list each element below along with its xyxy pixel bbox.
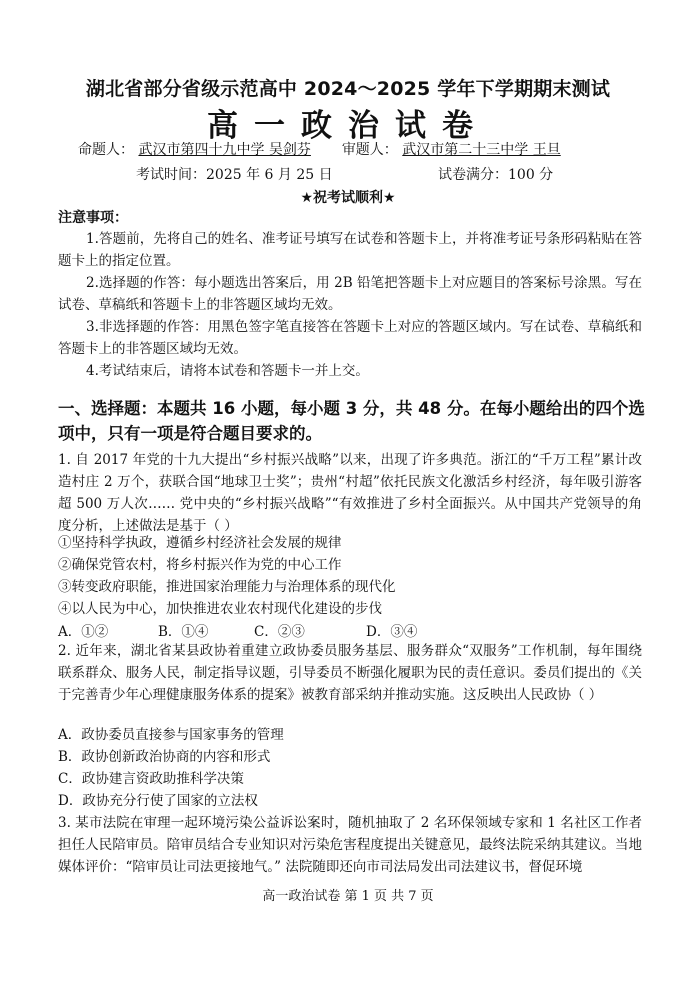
question-1-stem: 1. 自 2017 年党的十九大提出“乡村振兴战略”以来，出现了许多典范。浙江的“千万工程”累计改造村庄 2 万个，获联合国“地球卫士奖”；贵州“村超”依托民族文化激活乡村经济，每年吸引游客超 500 万人次…… 党中央的“乡村振兴战略”“有效推进了乡村全面振兴。从中国共产党领导的角度分析，上述做法是基于（ ） xyxy=(58,452,642,534)
question-1-item: ①坚持科学执政，遵循乡村经济社会发展的规律 xyxy=(58,535,342,551)
exam-subject-title: 高一政治试卷 xyxy=(207,108,489,144)
question-1-item: ④以人民为中心，加快推进农业农村现代化建设的步伐 xyxy=(58,601,382,617)
choice-c: C．②③ xyxy=(254,624,305,640)
notes-title: 注意事项： xyxy=(58,210,128,226)
exam-header-title: 湖北省部分省级示范高中 2024～2025 学年下学期期末测试 xyxy=(85,78,611,100)
question-2-option: C．政协建言资政助推科学决策 xyxy=(58,771,244,787)
question-2-stem: 2. 近年来，湖北省某县政协着重建立政协委员服务基层、服务群众“双服务”工作机制，每年围绕联系群众、服务人民，制定指导议题，引导委员不断强化履职为民的责任意识。委员们提出的《关于完善青少年心理健康服务体系的提案》被教育部采纳并推动实施。这反映出人民政协（ ） xyxy=(58,643,642,703)
note-item: 4.考试结束后，请将本试卷和答题卡一并上交。 xyxy=(86,363,369,379)
question-2-option: B．政协创新政治协商的内容和形式 xyxy=(58,749,271,765)
note-item: 1.答题前，先将自己的姓名、准考证号填写在试卷和答题卡上，并将准考证号条形码粘贴在答题卡上的指定位置。 xyxy=(58,231,642,269)
reviewer-name: 武汉市第二十三中学 王旦 xyxy=(402,142,561,158)
question-2-option: D．政协充分行使了国家的立法权 xyxy=(58,793,258,809)
page-footer: 高一政治试卷 第 1 页 共 7 页 xyxy=(262,889,434,904)
note-item: 3.非选择题的作答：用黑色签字笔直接答在答题卡上对应的答题区域内。写在试卷、草稿纸和答题卡上的非答题区域均无效。 xyxy=(58,319,642,357)
exam-time: 考试时间：2025 年 6 月 25 日 xyxy=(136,167,333,183)
question-3-stem: 3. 某市法院在审理一起环境污染公益诉讼案时，随机抽取了 2 名环保领域专家和 1 名社区工作者担任人民陪审员。陪审员结合专业知识对污染危害程度提出关键意见，最终法院采纳其建议。当地媒体评价：“陪审员让司法更接地气。” 法院随即还向市司法局发出司法建议书，督促环境 xyxy=(58,815,642,875)
choice-d: D．③④ xyxy=(366,624,418,640)
section-title: 一、选择题：本题共 16 小题，每小题 3 分，共 48 分。在每小题给出的四个选项中，只有一项是符合题目要求的。 xyxy=(58,399,645,443)
question-1-item: ②确保党管农村，将乡村振兴作为党的中心工作 xyxy=(58,557,342,573)
good-luck-banner: ★祝考试顺利★ xyxy=(300,190,396,206)
author-name: 武汉市第四十九中学 吴剑芬 xyxy=(138,142,311,158)
choice-a: A．①② xyxy=(58,624,109,640)
note-item: 2.选择题的作答：每小题选出答案后，用 2B 铅笔把答题卡上对应题目的答案标号涂黑。写在试卷、草稿纸和答题卡上的非答题区域均无效。 xyxy=(58,275,642,313)
question-1-item: ③转变政府职能，推进国家治理能力与治理体系的现代化 xyxy=(58,579,396,595)
full-score: 试卷满分：100 分 xyxy=(438,167,554,183)
choice-b: B．①④ xyxy=(158,624,209,640)
author-label: 命题人： xyxy=(78,142,134,158)
question-2-option: A．政协委员直接参与国家事务的管理 xyxy=(58,727,284,743)
author-line xyxy=(78,139,561,159)
question-1-choices xyxy=(58,620,417,640)
reviewer-label: 审题人： xyxy=(341,142,398,158)
